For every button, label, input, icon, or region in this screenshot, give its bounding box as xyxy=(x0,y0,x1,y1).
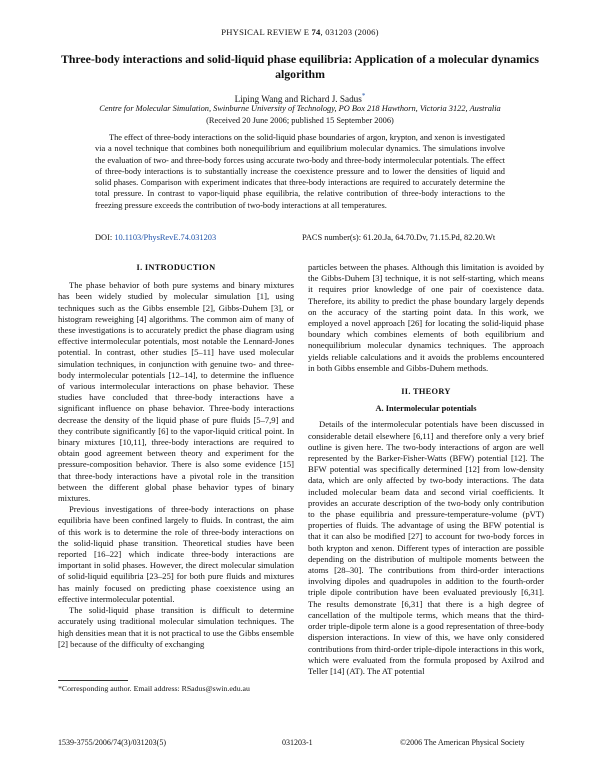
footer-page-number: 031203-1 xyxy=(282,738,313,747)
journal-volume: 74 xyxy=(311,27,321,37)
paper-title: Three-body interactions and solid-liquid phase equilibria: Application of a molecular dynamics algorithm xyxy=(60,52,540,81)
running-header: PHYSICAL REVIEW E 74, 031203 (2006) xyxy=(221,27,379,37)
doi-link[interactable]: 10.1103/PhysRevE.74.031203 xyxy=(114,233,217,242)
paragraph: particles between the phases. Although this limitation is avoided by the Gibbs-Duhem [3] technique, it is not self-starting, which means it requires prior knowledge of one pair of coexistence data. Therefore, its ability to predict the phase boundary largely depends on the accuracy of the starting point data. In this work, we employed a novel approach [26] for locating the solid-liquid phase boundary which combines elements of both equilibrium and nonequilibrium molecular dynamics techniques. The approach yields reliable calculations and it avoids the problems encountered in both Gibbs ensemble and Gibbs-Duhem methods. xyxy=(308,262,544,373)
doi-line xyxy=(95,233,216,242)
footnote-rule xyxy=(58,680,128,681)
corresponding-mark[interactable]: * xyxy=(361,92,366,100)
right-column xyxy=(308,262,544,677)
paragraph: The solid-liquid phase transition is difficult to determine accurately using traditional molecular simulation techniques. The high densities mean that it is not practical to use the Gibbs ensemble [2] because of the difficulty of exchanging xyxy=(58,605,294,649)
pacs-numbers: PACS number(s): 61.20.Ja, 64.70.Dv, 71.15.Pd, 82.20.Wt xyxy=(302,233,496,242)
section-heading-introduction: I. INTRODUCTION xyxy=(136,263,216,272)
affiliation: Centre for Molecular Simulation, Swinburne University of Technology, PO Box 218 Hawthorn, Victoria 3122, Australia xyxy=(99,104,501,113)
received-dates: (Received 20 June 2006; published 15 September 2006) xyxy=(206,116,394,125)
footer-issn: 1539-3755/2006/74(3)/031203(5) xyxy=(58,738,166,747)
paragraph: The phase behavior of both pure systems and binary mixtures has been widely studied by molecular simulation [1], using techniques such as the Gibbs ensemble [2], Gibbs-Duhem [3], or histogram reweighing [4] algorithms. The common aim of many of these investigations is to accurately predict the phase diagram using effective intermolecular potentials, most notable the Lennard-Jones potential. In contrast, other studies [5–11] have used molecular simulation techniques, in conjunction with genuine two- and three-body intermolecular potentials [12–14], to determine the influence of various intermolecular interactions on phase behavior. These studies have concluded that three-body interactions have a significant influence on phase behavior. Three-body interactions decrease the density of the liquid phase of pure fluids [5–7,9] and they contribute significantly [6] to the vapor-liquid critical point. In binary mixtures [10,11], three-body interactions are required to obtain good agreement between theory and experiment for the pressure-composition behavior. There is also some evidence [15] that three-body interactions have a pivotal role in the transition between the different global phase behavior types of binary mixtures. xyxy=(58,280,294,504)
footnote: *Corresponding author. Email address: RSadus@swin.edu.au xyxy=(58,684,250,693)
section-heading-theory: II. THEORY xyxy=(401,387,451,397)
journal-name: PHYSICAL REVIEW E xyxy=(221,27,310,37)
authors: Liping Wang and Richard J. Sadus xyxy=(234,94,362,105)
subsection-heading: A. Intermolecular potentials xyxy=(375,404,477,414)
doi-label: DOI: xyxy=(95,233,113,242)
paragraph: Previous investigations of three-body interactions on phase equilibria have been confined largely to fluids. In contrast, the aim of this work is to determine the role of three-body interactions on the solid-liquid phase transition. Theoretical studies have been reported [16–22] which indicate three-body interactions are important in solid phases. However, the direct molecular simulation of solid-liquid equilibria [23–25] for both pure fluids and mixtures has mainly focused on predicting phase coexistence using an effective intermolecular potential. xyxy=(58,504,294,604)
article-number: 031203 (2006) xyxy=(325,27,379,37)
abstract: The effect of three-body interactions on the solid-liquid phase boundaries of argon, krypton, and xenon is investigated via a novel technique that combines both nonequilibrium and equilibrium molecular dynamics. The simulations involve the evaluation of two- and three-body forces using accurate two-body and three-body intermolecular potentials. The effect of three-body interactions is to substantially increase the coexistence pressure and to lower the densities of liquid and solid phases. Comparison with experiment indicates that three-body interactions are required to accurately determine the total pressure. In contrast to vapor-liquid phase equilibria, the relative contribution of three-body interactions to the freezing pressure exceeds the contribution of two-body interactions at all temperatures. xyxy=(95,133,505,210)
footer-copyright: ©2006 The American Physical Society xyxy=(400,738,525,747)
left-column xyxy=(58,262,294,650)
paragraph: Details of the intermolecular potentials have been discussed in considerable detail elsewhere [6,11] and therefore only a very brief outline is given here. The two-body interactions of argon are well represented by the Barker-Fisher-Watts (BFW) potential [12]. The BFW potential was specifically determined [12] from low-density data, which are only affected by two-body interactions. The data included molecular beam data and second virial coefficients. It provides an accurate description of the two-body only contribution to the phase equilibria and pressure-temperature-volume (pVT) properties of fluids. The advantage of using the BFW potential is that it can also be modified [27] to account for two-body forces in both krypton and xenon. Different types of interaction are possible depending on the distribution of multipole moments between the atoms [28–30]. The contributions from third-order interactions involving dipoles and quadrupoles in addition to the fourth-order triple dipole contribution have been evaluated previously [6,31]. The results demonstrate [6,31] that there is a high degree of cancellation of the multipole terms, which means that the third-order triple-dipole term alone is a good representation of three-body dispersion interactions. In view of this, we have only considered contributions from third-order triple-dipole interactions in this work, which were evaluated from the formula proposed by Axilrod and Teller [14] (AT). The AT potential xyxy=(308,419,544,676)
author-line xyxy=(0,92,600,104)
